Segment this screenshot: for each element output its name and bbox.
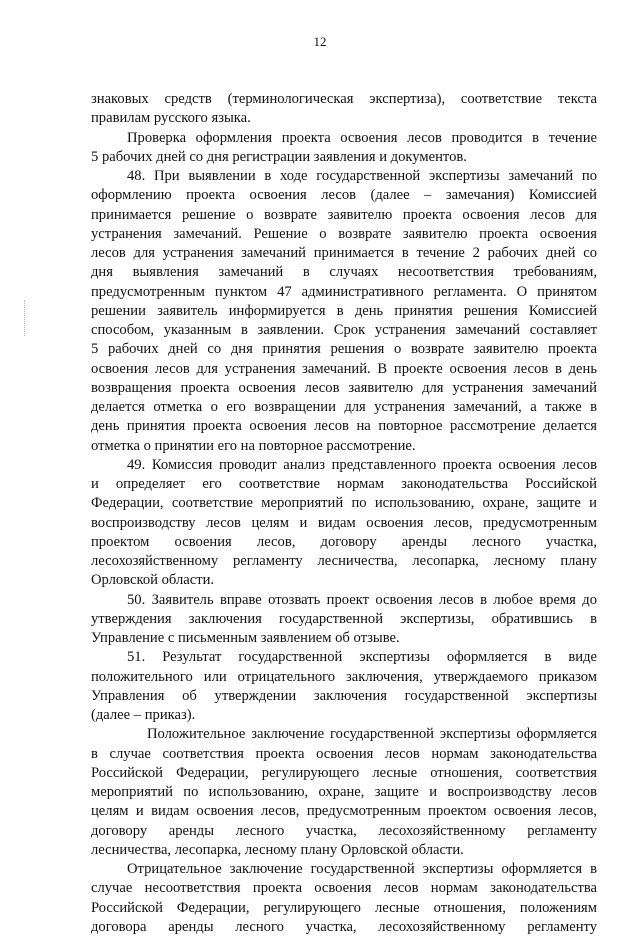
text-line: 50. Заявитель вправе отозвать проект освоения лесов в любое время до	[127, 591, 597, 608]
text-line: 48. При выявлении в ходе государственной экспертизы замечаний по	[127, 168, 597, 184]
text-line: принимается решение о возврате заявителю проекта освоения лесов для	[91, 206, 597, 223]
text-line: 5 рабочих дней со дня принятия решения о возврате заявителю проекта	[91, 341, 597, 358]
text-line: предусмотренным пунктом 47 административного регламента. О принятом	[91, 283, 597, 300]
text-line: 49. Комиссия проводит анализ представленного проекта освоения лесов	[127, 456, 597, 473]
text-line: Российской Федерации, регулирующего лесные отношения, положениям	[91, 899, 597, 916]
text-line: случае несоответствия проекта освоения лесов нормам законодательства	[91, 880, 597, 897]
text-line: лесохозяйственному регламенту лесничества, лесопарка, лесному плану	[91, 553, 597, 569]
text-line: оформлению проекта освоения лесов (далее – замечания) Комиссией	[91, 187, 597, 204]
text-line: Орловской области.	[91, 572, 215, 589]
text-line: отметка о принятии его на повторное рассмотрение.	[91, 437, 416, 454]
text-line: знаковых средств (терминологическая экспертиза), соответствие текста	[91, 91, 597, 107]
text-line: решении заявитель информируется в день принятия решения Комиссией	[91, 302, 597, 319]
text-line: и определяет его соответствие нормам законодательства Российской	[91, 476, 597, 492]
text-line: лесов для устранения замечаний принимается в течение 2 рабочих дней со	[91, 245, 597, 261]
text-line: (далее – приказ).	[91, 707, 196, 723]
text-line: 5 рабочих дней со дня регистрации заявления и документов.	[91, 148, 467, 165]
text-line: договора аренды лесного участка, лесохозяйственному регламенту	[91, 918, 597, 935]
text-line: делается отметка о его возвращении для устранения замечаний, а также в	[91, 399, 597, 415]
text-line: устранения замечаний. Решение о возврате заявителю проекта освоения	[91, 225, 597, 242]
text-line: Управление с письменным заявлением об отзыве.	[91, 630, 400, 646]
text-line: дня выявления замечаний в случаях несоответствия требованиям,	[91, 264, 597, 281]
text-line: правилам русского языка.	[91, 110, 251, 127]
text-line: утверждения заключения государственной экспертизы, обратившись в	[91, 610, 597, 627]
text-line: день принятия проекта освоения лесов на повторное рассмотрение делается	[91, 418, 597, 435]
text-line: мероприятий по использованию, охране, защите и воспроизводству лесов	[91, 784, 597, 800]
text-line: способом, указанным в заявлении. Срок устранения замечаний составляет	[91, 322, 597, 338]
text-line: целям и видам освоения лесов, предусмотренным проектом освоения лесов,	[91, 803, 597, 820]
margin-mark	[24, 300, 26, 336]
text-line: Управления об утверждении заключения государственной экспертизы	[91, 687, 597, 704]
text-line: возвращения проекта освоения лесов заявителю для устранения замечаний	[91, 379, 597, 396]
text-line: в случае соответствия проекта освоения лесов нормам законодательства	[91, 745, 597, 762]
text-line: договору аренды лесного участка, лесохозяйственному регламенту	[91, 822, 597, 839]
text-line: проектом освоения лесов, договору аренды лесного участка,	[91, 533, 597, 550]
text-line: положительного или отрицательного заключения, утверждаемого приказом	[91, 668, 597, 685]
text-line: 51. Результат государственной экспертизы оформляется в виде	[127, 649, 597, 666]
text-line: Российской Федерации, регулирующего лесные отношения, соответствия	[91, 764, 597, 781]
text-line: воспроизводству лесов целям и видам освоения лесов, предусмотренным	[91, 514, 597, 531]
text-line: освоения лесов для устранения замечаний. В проекте освоения лесов в день	[91, 360, 597, 377]
text-line: Положительное заключение государственной экспертизы оформляется	[147, 726, 597, 743]
text-line: Проверка оформления проекта освоения лесов проводится в течение	[127, 129, 597, 146]
text-line: лесничества, лесопарка, лесному плану Орловской области.	[91, 841, 464, 858]
text-line: Отрицательное заключение государственной экспертизы оформляется в	[127, 861, 597, 877]
page-number: 12	[313, 34, 327, 49]
body-text	[91, 90, 597, 937]
text-line: Федерации, соответствие мероприятий по использованию, охране, защите и	[91, 495, 597, 512]
